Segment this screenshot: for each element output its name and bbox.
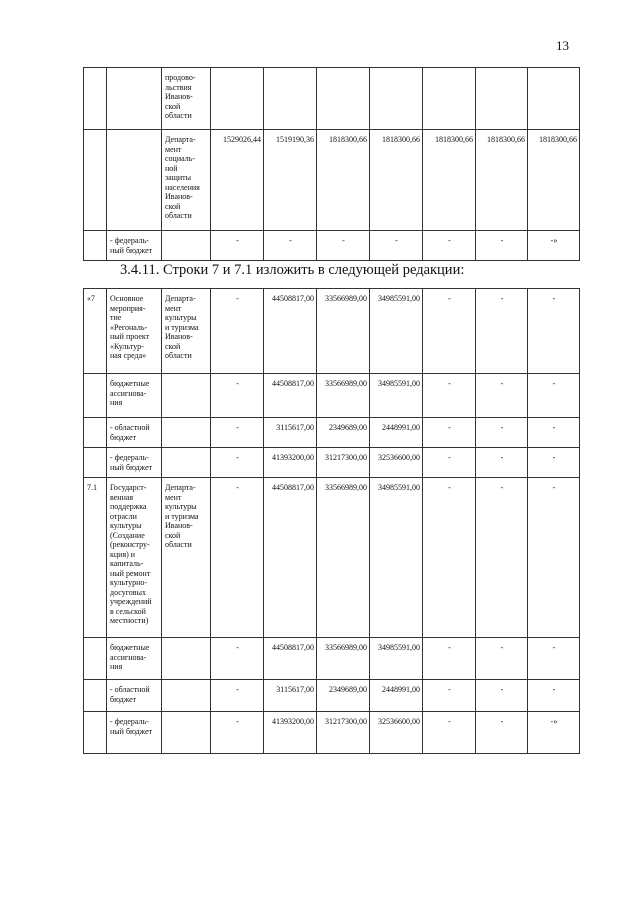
table-cell: 44508817,00 [264,638,317,680]
table-row [84,638,580,680]
table-row [84,231,580,261]
table-cell: - федераль- ный бюджет [107,231,162,261]
section-heading: 3.4.11. Строки 7 и 7.1 изложить в следующей редакции: [120,262,465,278]
table-row [84,68,580,130]
table-cell: - [476,638,528,680]
table-cell: - [211,712,264,754]
table-cell [162,418,211,448]
table-cell [317,68,370,130]
table-cell: - [423,418,476,448]
table-cell: -» [528,231,580,261]
table-cell [107,130,162,231]
table-cell: - [476,448,528,478]
table-cell: Департа- мент культуры и туризма Иванов- ской области [162,478,211,638]
table-cell: 31217300,00 [317,448,370,478]
table-cell [211,68,264,130]
table-cell: 2448991,00 [370,680,423,712]
table-cell: - [528,418,580,448]
table-cell: - [370,231,423,261]
table-cell: 1519190,36 [264,130,317,231]
table-cell [84,130,107,231]
table-cell: 34985591,00 [370,638,423,680]
table-cell: - [476,680,528,712]
table-cell [528,68,580,130]
table-cell: Государст- венная поддержка отрасли культуры (Создание (реконстру- кция) и капиталь- ный ремонт культурно- досуговых учреждений в сельской местности) [107,478,162,638]
table-cell: - [423,289,476,374]
table-cell: - [211,418,264,448]
table-cell: 32536600,00 [370,712,423,754]
table-cell [162,374,211,418]
table-cell [162,712,211,754]
table-cell: - федераль- ный бюджет [107,712,162,754]
table-cell [476,68,528,130]
table-row [84,448,580,478]
table-cell [84,448,107,478]
table-cell: - [423,712,476,754]
budget-table-continuation [83,67,580,261]
table-cell: 2349689,00 [317,680,370,712]
table-cell: 2349689,00 [317,418,370,448]
table-cell: 1818300,66 [476,130,528,231]
table-cell: 33566989,00 [317,478,370,638]
table-row [84,478,580,638]
table-cell: - [423,478,476,638]
table-cell: 1529026,44 [211,130,264,231]
table-cell: - областной бюджет [107,418,162,448]
table-cell: - [211,448,264,478]
table-cell: 44508817,00 [264,478,317,638]
table-cell [264,68,317,130]
table-cell: 1818300,66 [370,130,423,231]
table-row [84,130,580,231]
table-cell [84,231,107,261]
table-cell: - областной бюджет [107,680,162,712]
table-cell: бюджетные ассигнова- ния [107,638,162,680]
table-cell: продово- льствия Иванов- ской области [162,68,211,130]
table-cell: 1818300,66 [317,130,370,231]
table-cell: - [211,289,264,374]
table-cell: 32536600,00 [370,448,423,478]
table-row [84,680,580,712]
table-cell: -» [528,712,580,754]
table-cell: - [211,638,264,680]
table-cell: Департа- мент социаль- ной защиты населения Иванов- ской области [162,130,211,231]
table-cell: 41393200,00 [264,448,317,478]
table-cell [370,68,423,130]
table-cell: - [476,712,528,754]
table-row [84,418,580,448]
table-cell [107,68,162,130]
table-cell: - [211,478,264,638]
table-cell [162,638,211,680]
table-cell [84,68,107,130]
table-cell: 1818300,66 [528,130,580,231]
table-cell: - [211,231,264,261]
table-cell: - [528,478,580,638]
table-cell: - [317,231,370,261]
table-cell: - [211,680,264,712]
table-cell: 34985591,00 [370,289,423,374]
table-cell: 2448991,00 [370,418,423,448]
table-cell [162,231,211,261]
budget-table-rows-7 [83,288,580,754]
table-cell: 31217300,00 [317,712,370,754]
table-cell: - [528,448,580,478]
table-cell: - [476,289,528,374]
page-number: 13 [556,38,569,53]
table-cell: - [423,638,476,680]
table-cell [84,712,107,754]
table-cell: - [476,231,528,261]
table-cell: Основное мероприя- тие «Регональ- ный проект «Культур- ная среда» [107,289,162,374]
table-cell: - [423,680,476,712]
table-cell [84,374,107,418]
table-row [84,289,580,374]
table-cell: - [528,638,580,680]
table-cell: 44508817,00 [264,289,317,374]
table-cell [84,638,107,680]
table-cell: - [423,448,476,478]
table-cell: - [528,680,580,712]
table-cell [84,680,107,712]
table-row [84,712,580,754]
table-cell [162,448,211,478]
table-cell [423,68,476,130]
table-row [84,374,580,418]
table-cell [84,418,107,448]
table-cell: 7.1 [84,478,107,638]
table-cell: - [528,289,580,374]
table-cell: 3115617,00 [264,418,317,448]
table-cell: - [476,418,528,448]
table-cell: - [528,374,580,418]
table-cell: - [476,478,528,638]
table-cell: 34985591,00 [370,478,423,638]
table-cell: 44508817,00 [264,374,317,418]
table-cell: 41393200,00 [264,712,317,754]
table-cell: - [264,231,317,261]
table-cell: 33566989,00 [317,289,370,374]
table-cell: 1818300,66 [423,130,476,231]
table-cell: - [476,374,528,418]
table-cell: 33566989,00 [317,374,370,418]
table-cell: бюджетные ассигнова- ния [107,374,162,418]
table-cell: - [211,374,264,418]
table-cell [162,680,211,712]
table-cell: 33566989,00 [317,638,370,680]
table-cell: «7 [84,289,107,374]
table-cell: - [423,231,476,261]
table-cell: - федераль- ный бюджет [107,448,162,478]
table-cell: Департа- мент культуры и туризма Иванов- ской области [162,289,211,374]
table-cell: 34985591,00 [370,374,423,418]
table-cell: - [423,374,476,418]
table-cell: 3115617,00 [264,680,317,712]
